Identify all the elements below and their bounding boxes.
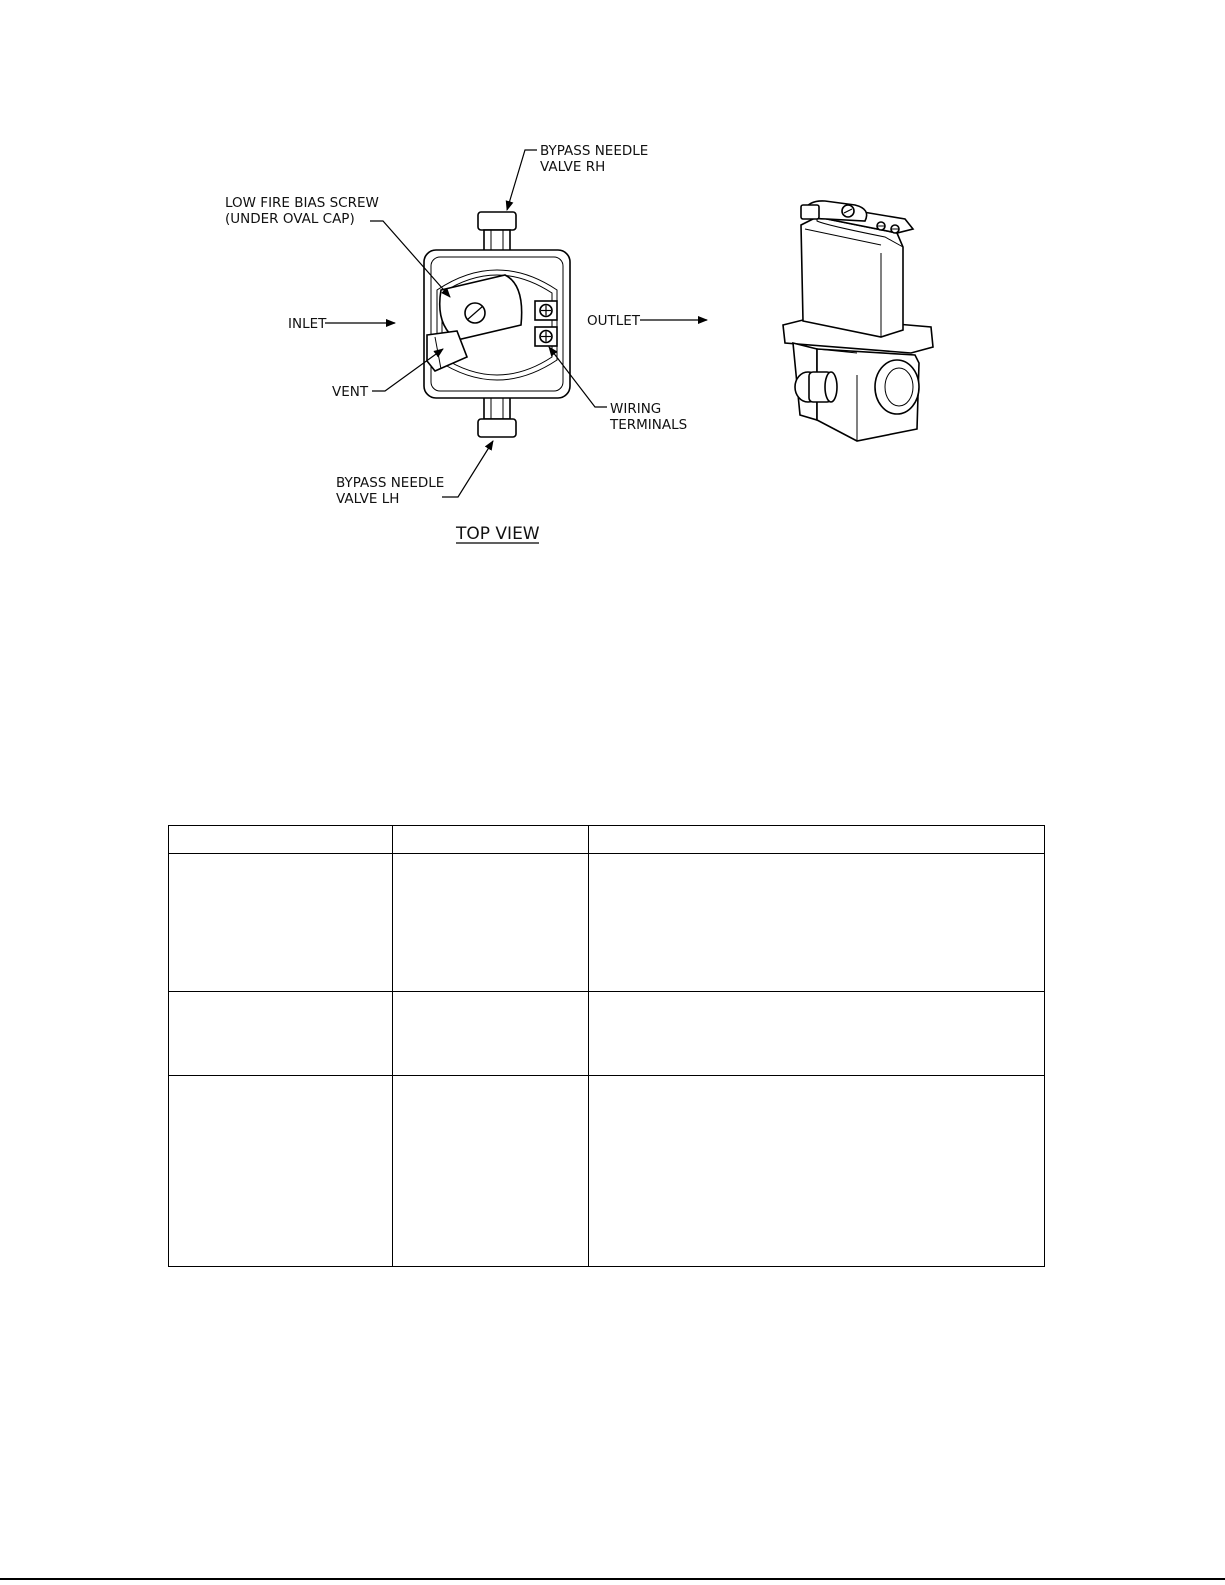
label-inlet: INLET xyxy=(288,316,327,332)
bypass-needle-valve-lh xyxy=(478,397,516,437)
table-cell xyxy=(393,826,589,854)
label-bypass-rh-line2: VALVE RH xyxy=(540,159,606,175)
table-cell xyxy=(589,1076,1045,1267)
table-row xyxy=(169,992,1045,1076)
label-bypass-rh-line1: BYPASS NEEDLE xyxy=(540,143,649,159)
view-title: TOP VIEW xyxy=(456,524,540,544)
bypass-needle-valve-rh xyxy=(478,212,516,252)
table-cell xyxy=(169,992,393,1076)
table-cell xyxy=(393,992,589,1076)
label-bias-screw-line1: LOW FIRE BIAS SCREW xyxy=(225,195,379,211)
table-cell xyxy=(169,1076,393,1267)
label-wiring-line1: WIRING xyxy=(610,401,662,417)
page-footer-rule xyxy=(0,1578,1225,1580)
data-table xyxy=(168,825,1045,1267)
table-cell xyxy=(393,1076,589,1267)
label-vent: VENT xyxy=(332,384,369,400)
top-view-drawing xyxy=(424,212,570,437)
table-cell xyxy=(589,826,1045,854)
table-cell xyxy=(169,826,393,854)
table-cell xyxy=(589,992,1045,1076)
label-bias-screw-line2: (UNDER OVAL CAP) xyxy=(225,211,355,227)
valve-diagram xyxy=(205,125,1015,565)
label-bypass-lh-line2: VALVE LH xyxy=(336,491,400,507)
table-cell xyxy=(393,854,589,992)
isometric-view-drawing xyxy=(783,201,933,441)
table-cell xyxy=(169,854,393,992)
table-row-header xyxy=(169,826,1045,854)
label-wiring-line2: TERMINALS xyxy=(610,417,688,433)
label-outlet: OUTLET xyxy=(587,313,641,329)
table-row xyxy=(169,1076,1045,1267)
label-bypass-lh-line1: BYPASS NEEDLE xyxy=(336,475,445,491)
table-cell xyxy=(589,854,1045,992)
table-row xyxy=(169,854,1045,992)
